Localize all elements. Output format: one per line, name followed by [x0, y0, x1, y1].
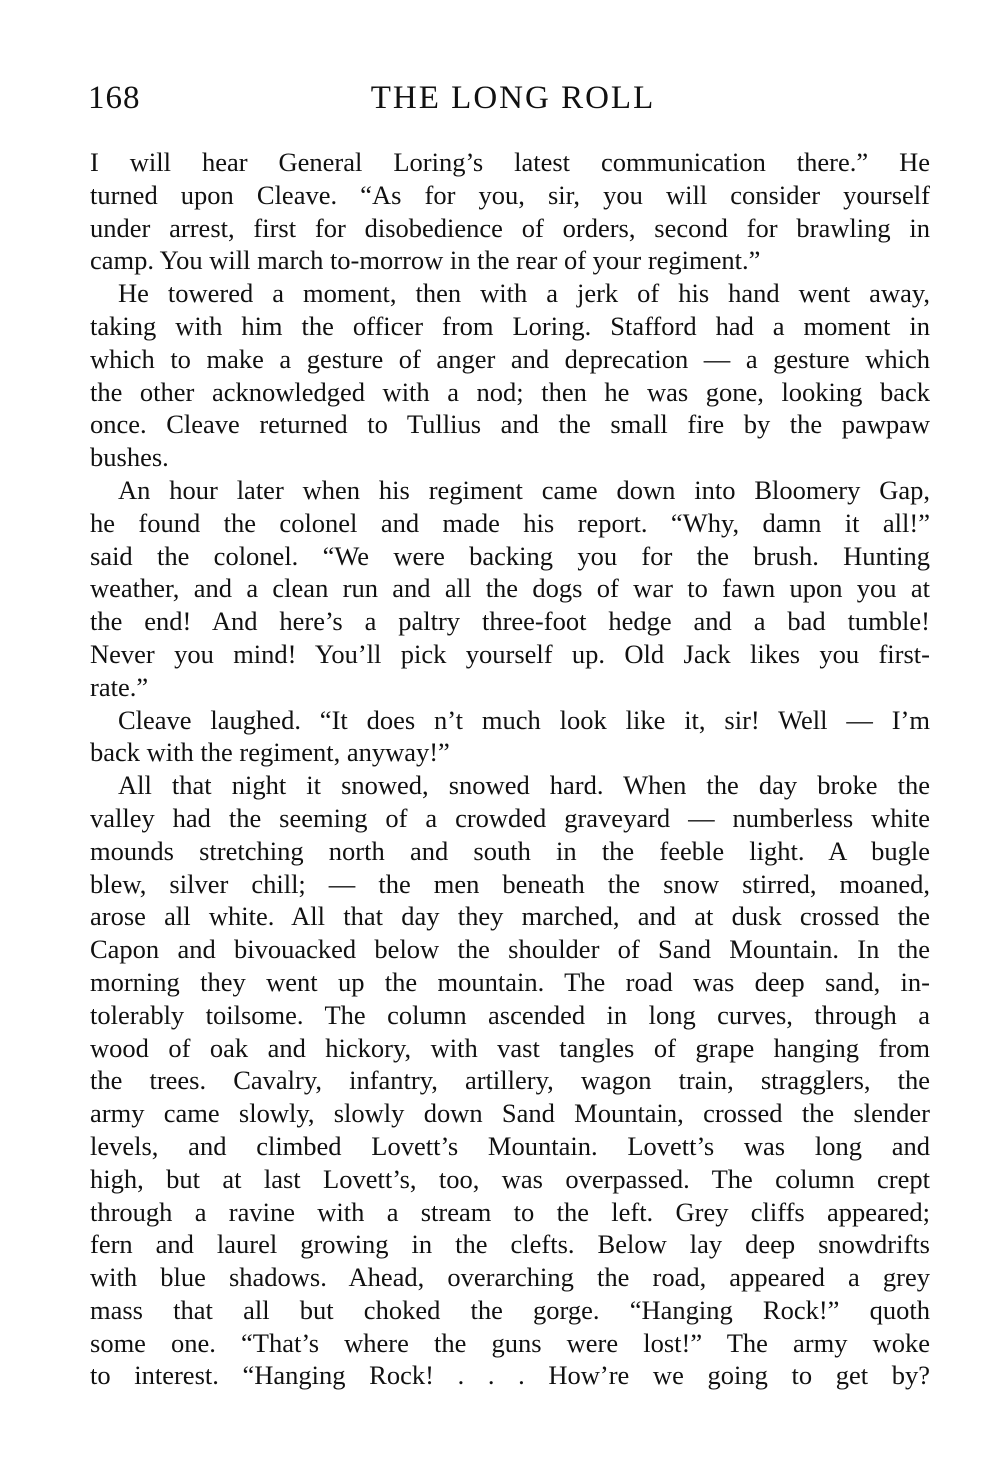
text-line: arose all white. All that day they marched, and at dusk crossed the — [90, 901, 930, 932]
text-line: turned upon Cleave. “As for you, sir, you will consider yourself — [90, 179, 930, 210]
text-line: I will hear General Loring’s latest communication there.” He — [90, 147, 930, 177]
running-title: THE LONG ROLL — [370, 80, 656, 116]
page-number: 168 — [88, 80, 141, 116]
text-line: the trees. Cavalry, infantry, artillery, wagon train, stragglers, the — [90, 1065, 930, 1096]
text-line: fern and laurel growing in the clefts. Below lay deep snowdrifts — [90, 1229, 930, 1260]
text-line: levels, and climbed Lovett’s Mountain. Lovett’s was long and — [90, 1130, 930, 1161]
text-line: under arrest, first for disobedience of orders, second for brawling in — [90, 212, 930, 243]
text-line: through a ravine with a stream to the left. Grey cliffs appeared; — [90, 1196, 930, 1227]
text-line: camp. You will march to-morrow in the rear of your regiment.” — [90, 245, 761, 276]
text-line: to interest. “Hanging Rock! . . . How’re we going to get by? — [90, 1360, 930, 1391]
text-line: valley had the seeming of a crowded graveyard — numberless white — [90, 802, 930, 833]
body-text — [90, 146, 930, 1392]
text-line: he found the colonel and made his report. “Why, damn it all!” — [90, 507, 930, 538]
text-line: army came slowly, slowly down Sand Mountain, crossed the slender — [90, 1098, 930, 1129]
text-line: morning they went up the mountain. The road was deep sand, in- — [90, 966, 930, 997]
text-line: the end! And here’s a paltry three-foot hedge and a bad tumble! — [90, 606, 930, 637]
text-line: some one. “That’s where the guns were lost!” The army woke — [90, 1327, 930, 1358]
text-line: Capon and bivouacked below the shoulder of Sand Mountain. In the — [90, 934, 930, 965]
text-line: with blue shadows. Ahead, overarching the road, appeared a grey — [90, 1262, 930, 1293]
text-line: high, but at last Lovett’s, too, was overpassed. The column crept — [90, 1163, 930, 1194]
text-line: blew, silver chill; — the men beneath the snow stirred, moaned, — [90, 868, 930, 899]
text-line: weather, and a clean run and all the dogs of war to fawn upon you at — [90, 573, 930, 604]
text-line: He towered a moment, then with a jerk of his hand went away, — [118, 278, 930, 309]
text-line: taking with him the officer from Loring. Stafford had a moment in — [90, 310, 930, 341]
text-line: once. Cleave returned to Tullius and the small fire by the pawpaw — [90, 409, 930, 440]
text-line: the other acknowledged with a nod; then he was gone, looking back — [90, 376, 930, 407]
text-line: said the colonel. “We were backing you for the brush. Hunting — [90, 540, 930, 571]
text-line: bushes. — [90, 442, 169, 473]
text-line: Never you mind! You’ll pick yourself up. Old Jack likes you first- — [90, 638, 930, 669]
text-line: wood of oak and hickory, with vast tangles of grape hanging from — [90, 1032, 930, 1063]
text-line: tolerably toilsome. The column ascended in long curves, through a — [90, 999, 930, 1030]
text-line: mounds stretching north and south in the feeble light. A bugle — [90, 835, 930, 866]
text-line: back with the regiment, anyway!” — [90, 737, 450, 768]
text-line: mass that all but choked the gorge. “Hanging Rock!” quoth — [90, 1294, 930, 1325]
page-header — [88, 78, 928, 122]
text-line: All that night it snowed, snowed hard. When the day broke the — [118, 770, 930, 801]
text-line: which to make a gesture of anger and deprecation — a gesture which — [90, 343, 930, 374]
text-line: rate.” — [90, 671, 149, 702]
text-line: Cleave laughed. “It does n’t much look like it, sir! Well — I’m — [118, 704, 930, 735]
text-line: An hour later when his regiment came down into Bloomery Gap, — [118, 474, 930, 505]
